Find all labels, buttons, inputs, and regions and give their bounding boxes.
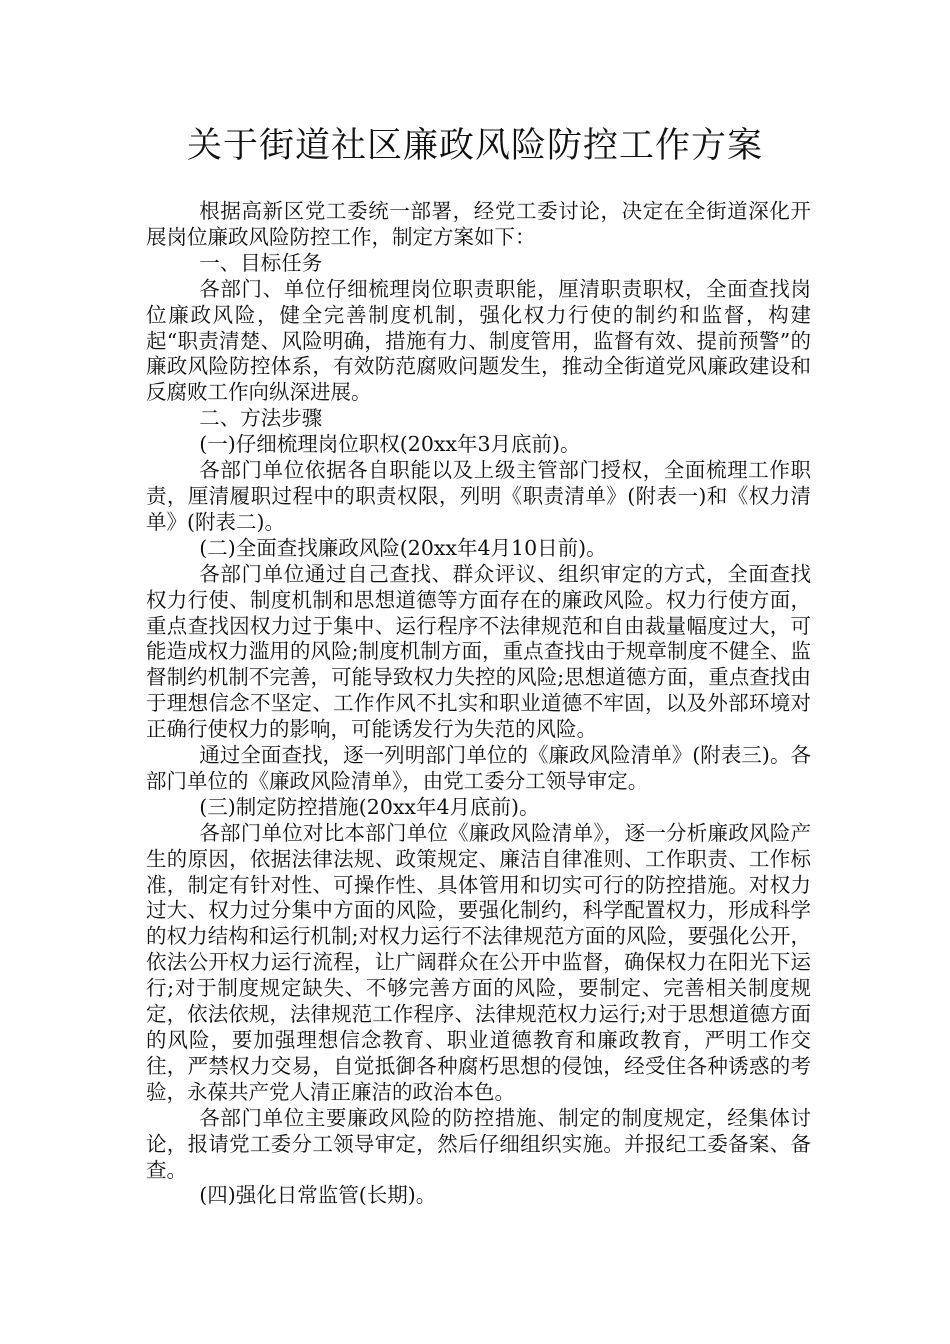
- paragraph-step-1: 各部门单位依据各自职能以及上级主管部门授权，全面梳理工作职责，厘清履职过程中的职责权限，列明《职责清单》(附表一)和《权力清单》(附表二)。: [146, 458, 811, 534]
- document-title: 关于街道社区廉政风险防控工作方案: [186, 126, 763, 166]
- heading-goals: 一、目标任务: [199, 250, 323, 275]
- subheading-step-3: (三)制定防控措施(20xx年4月底前)。: [199, 794, 540, 819]
- paragraph-step-2: 各部门单位通过自己查找、群众评议、组织审定的方式，全面查找权力行使、制度机制和思想道德等方面存在的廉政风险。权力行使方面，重点查找因权力过于集中、运行程序不法律规范和自由裁量幅度过大，可能造成权力滥用的风险;制度机制方面，重点查找由于规章制度不健全、监督制约机制不完善，可能导致权力失控的风险;思想道德方面，重点查找由于理想信念不坚定、工作作风不扎实和职业道德不牢固，以及外部环境对正确行使权力的影响，可能诱发行为失范的风险。: [146, 561, 811, 742]
- heading-methods: 二、方法步骤: [199, 406, 323, 431]
- document-body: [146, 199, 811, 1209]
- paragraph-intro: 根据高新区党工委统一部署，经党工委讨论，决定在全街道深化开展岗位廉政风险防控工作，制定方案如下：: [146, 199, 811, 249]
- paragraph-step-3-review: 各部门单位主要廉政风险的防控措施、制定的制度规定，经集体讨论，报请党工委分工领导审定，然后仔细组织实施。并报纪工委备案、备查。: [146, 1105, 811, 1182]
- subheading-step-2: (二)全面查找廉政风险(20xx年4月10日前)。: [199, 535, 607, 560]
- paragraph-step-3: 各部门单位对比本部门单位《廉政风险清单》，逐一分析廉政风险产生的原因，依据法律法规、政策规定、廉洁自律准则、工作职责、工作标准，制定有针对性、可操作性、具体管用和切实可行的防控措施。对权力过大、权力过分集中方面的风险，要强化制约，科学配置权力，形成科学的权力结构和运行机制;对权力运行不法律规范方面的风险，要强化公开，依法公开权力运行流程，让广阔群众在公开中监督，确保权力在阳光下运行;对于制度规定缺失、不够完善方面的风险，要制定、完善相关制度规定，依法依规，法律规范工作程序、法律规范权力运行;对于思想道德方面的风险，要加强理想信念教育、职业道德教育和廉政教育，严明工作交往，严禁权力交易，自觉抵御各种腐朽思想的侵蚀，经受住各种诱惑的考验，永葆共产党人清正廉洁的政治本色。: [146, 820, 811, 1104]
- paragraph-step-2-list: 通过全面查找，逐一列明部门单位的《廉政风险清单》(附表三)。各部门单位的《廉政风险清单》，由党工委分工领导审定。: [146, 743, 811, 793]
- subheading-step-1: (一)仔细梳理岗位职权(20xx年3月底前)。: [199, 432, 581, 457]
- paragraph-goals: 各部门、单位仔细梳理岗位职责职能，厘清职责职权，全面查找岗位廉政风险，健全完善制度机制，强化权力行使的制约和监督，构建起“职责清楚、风险明确，措施有力、制度管用，监督有效、提前预警”的廉政风险防控体系，有效防范腐败问题发生，推动全街道党风廉政建设和反腐败工作向纵深进展。: [146, 276, 811, 405]
- subheading-step-4: (四)强化日常监管(长期)。: [199, 1183, 437, 1208]
